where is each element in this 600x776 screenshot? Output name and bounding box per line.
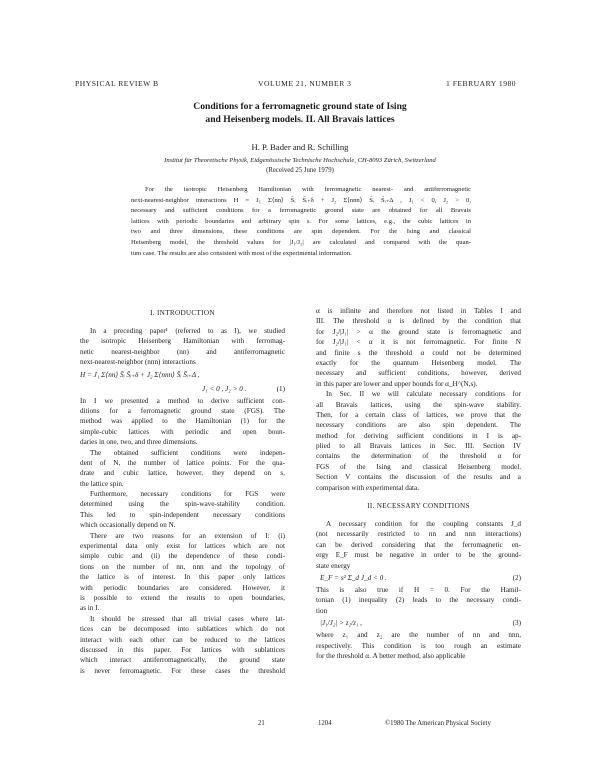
- authors: H. P. Bader and R. Schilling: [251, 142, 349, 152]
- text-line: discussed in this paper. For lattices with sublattices: [80, 645, 285, 654]
- abstract-line: necessary and sufficient conditions for a ferromagnetic ground state are obtained for all Bravais: [131, 207, 471, 215]
- paper-title-line-2: and Heisenberg models. II. All Bravais lattices: [205, 114, 395, 125]
- text-line: There are two reasons for an extension of I: (i): [90, 531, 285, 540]
- left-column: [80, 306, 285, 676]
- volume-number: VOLUME 21, NUMBER 3: [258, 79, 352, 88]
- text-line: This is also true if H = 0. For the Hamil-: [316, 585, 521, 594]
- text-line: as in I.: [80, 604, 100, 613]
- text-line: the lattice spin.: [80, 479, 124, 488]
- text-line: simple-cubic lattices with periodic and open boun-: [80, 427, 285, 436]
- text-line: is never ferromagnetic. For these cases the threshold: [80, 666, 285, 675]
- equation-3: [316, 616, 521, 630]
- text-line: the lattice is of interest. In this paper only lattices: [80, 573, 285, 582]
- text-line: respectively. This condition is too rough an estimate: [316, 641, 521, 650]
- abstract-line: tum case. The results are also consistent with most of the experimental information.: [131, 249, 352, 257]
- text-line: tions on the number of nn, nnn and the topology of: [80, 562, 285, 571]
- text-line: In Sec. II we will calculate necessary conditions for: [326, 390, 521, 399]
- text-line: A necessary condition for the coupling constants J_d: [326, 520, 521, 529]
- paper-title-line-1: Conditions for a ferromagnetic ground state of Ising: [193, 101, 407, 112]
- text-line: necessary and sufficient conditions, however, derived: [316, 369, 521, 378]
- text-line: for the threshold α. A better method, also applicable: [316, 651, 466, 660]
- text-line: netic nearest-neighbor (nn) and antiferromagnetic: [80, 347, 285, 356]
- document-code: 1204: [318, 720, 332, 727]
- text-line: necessary conditions are also spin dependent. The: [316, 421, 521, 430]
- section-heading-introduction: I. INTRODUCTION: [150, 309, 215, 317]
- text-line: can be derived considering that the ferromagnetic en-: [316, 540, 521, 549]
- text-line: the isotropic Heisenberg Hamiltonian with ferromag-: [80, 337, 285, 346]
- text-line: all Bravais lattices, using the spin-wave stability.: [316, 400, 521, 409]
- equation-1-expression: H = J₁ Σ⟨nn⟩ S̄ᵢ S̄ᵢ₊δ + J₂ Σ⟨nnn⟩ S̄ᵢ S̄ᵢ₊Δ ,: [80, 370, 200, 379]
- text-line: experimental data only exist for lattices which are not: [80, 542, 285, 551]
- text-line: dent of N, the number of lattice points. For the qua-: [80, 458, 285, 467]
- journal-name: PHYSICAL REVIEW B: [75, 79, 159, 88]
- text-line: daries in one, two, and three dimensions.: [80, 438, 198, 447]
- text-line: (not necessarily restricted to nn and nnn interactions): [316, 530, 521, 539]
- affiliation: Institut für Theoretische Physik, Eidgenössische Technische Hochschule, CH-8093 Zürich, Switzerland: [164, 157, 436, 164]
- equation-1: [80, 368, 285, 382]
- text-line: with periodic boundaries are considered. However, it: [80, 583, 285, 592]
- abstract-line: two and three dimensions, these conditions are spin dependent. For the Ising and classical: [131, 228, 471, 236]
- text-line: determined using the spin-wave-stability condition.: [80, 500, 285, 509]
- text-line: which interact antiferromagnetically, the ground state: [80, 656, 285, 665]
- text-line: ditions for a ferromagnetic ground state (FGS). The: [80, 406, 285, 415]
- text-line: is possible to extend the results to open boundaries,: [80, 593, 285, 602]
- text-line: next-nearest-neighbor (nnn) interactions: [80, 358, 196, 367]
- text-line: Furthermore, necessary conditions for FGS were: [90, 490, 285, 499]
- equation-3-number: (3): [512, 619, 521, 628]
- equation-3-expression: |J₁/J₂| > z₂/z₁ ,: [320, 619, 362, 628]
- text-line: FGS of the Ising and classical Heisenberg model.: [316, 462, 521, 471]
- text-line: tices can be decomposed into sublattices which do not: [80, 625, 285, 634]
- abstract-line: For the isotropic Heisenberg Hamiltonian with ferromagnetic nearest- and antiferromagnetic: [145, 186, 471, 193]
- text-line: method for deriving sufficient conditions in I is ap-: [316, 431, 521, 440]
- text-line: In I we presented a method to derive sufficient con-: [80, 396, 285, 405]
- text-line: ergy E_F must be negative in order to be the ground-: [316, 551, 521, 560]
- text-line: plied to all Bravais lattices in Sec. III. Section IV: [316, 442, 521, 451]
- page-number: 21: [258, 720, 265, 727]
- text-line: α is infinite and therefore not listed in Tables I and: [316, 307, 521, 315]
- text-line: contains the determination of the threshold α for: [316, 452, 521, 461]
- text-line: in this paper are lower and upper bounds for α_H^(N,s).: [316, 379, 478, 388]
- equation-1-number: (1): [276, 384, 285, 393]
- issue-date: 1 FEBRUARY 1980: [446, 79, 517, 88]
- text-line: state energy: [316, 561, 351, 570]
- text-line: exactly for the quantum Heisenberg model. The: [316, 358, 521, 367]
- text-line: In a preceding paper¹ (referred to as I), we studied: [90, 327, 285, 335]
- text-line: drate and cubic lattice, however, they depend on s,: [80, 469, 285, 478]
- text-line: where z₁ and z₂ are the number of nn and nnn,: [316, 631, 521, 640]
- equation-2-number: (2): [512, 573, 521, 582]
- abstract: [131, 185, 471, 259]
- text-line: for J₂/|J₁| < α it is not ferromagnetic. For finite N: [316, 338, 521, 347]
- text-line: method was applied to the Hamiltonian (1) for the: [80, 417, 285, 426]
- text-line: tion: [316, 606, 328, 615]
- text-line: This led to spin-independent necessary conditions: [80, 510, 285, 519]
- received-date: (Received 25 June 1979): [266, 167, 334, 174]
- equation-2: [316, 571, 521, 585]
- text-line: comparison with experimental data.: [316, 483, 419, 492]
- right-column: [316, 306, 521, 661]
- text-line: The obtained sufficient conditions were indepen-: [90, 448, 285, 457]
- text-line: which occasionally depend on N.: [80, 521, 176, 530]
- text-line: for J₂/|J₁| > α the ground state is ferromagnetic and: [316, 327, 521, 336]
- text-line: III. The threshold α is defined by the condition that: [316, 317, 521, 326]
- copyright-notice: ©1980 The American Physical Society: [385, 720, 491, 727]
- text-line: Then, for a certain class of lattices, we prove that the: [316, 410, 521, 419]
- abstract-line: Heisenberg model, the threshold values for |J₁/J₂| are calculated and compared with the quan-: [131, 238, 471, 246]
- text-line: interact with each other can be reduced to the lattices: [80, 635, 285, 644]
- equation-2-expression: E_F = s² Σ_d J_d < 0 .: [320, 573, 387, 582]
- text-line: simple cubic and (ii) the dependence of these condi-: [80, 552, 285, 561]
- text-line: Section V contains the discussion of the results and a: [316, 473, 521, 482]
- equation-1-condition: J₁ < 0 , J₂ > 0 .: [202, 384, 247, 393]
- text-line: and finite s the threshold α could not be determined: [316, 348, 521, 357]
- abstract-line: lattices with periodic boundaries and arbitrary spin s. For some lattices, e.g., the cubic lattices in: [131, 217, 471, 225]
- text-line: tonian (1) inequality (2) leads to the necessary condi-: [316, 596, 521, 605]
- text-line: It should be stressed that all trivial cases where lat-: [90, 614, 285, 623]
- equation-1-condition-row: [80, 382, 285, 396]
- section-heading-necessary-conditions: II. NECESSARY CONDITIONS: [367, 502, 470, 511]
- abstract-line: next-nearest-neighbor interactions H = J₁ Σ⟨nn⟩ S̄ᵢ S̄ᵢ₊δ + J₂ Σ⟨nnn⟩ S̄ᵢ S̄ᵢ₊Δ , J₁ < 0, J₂ > 0,: [131, 196, 471, 204]
